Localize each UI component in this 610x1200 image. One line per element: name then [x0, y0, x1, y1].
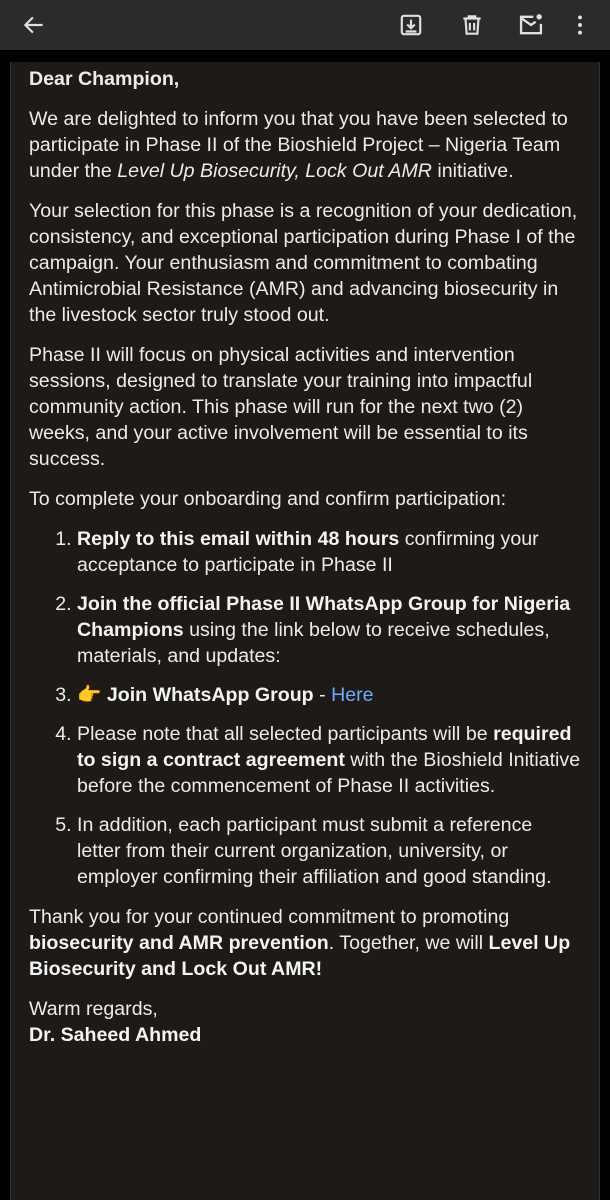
- email-body: [10, 62, 600, 1200]
- list-item: [77, 682, 581, 708]
- greeting: Dear Champion,: [29, 68, 180, 90]
- item4-bold: required to sign a contract agreement: [77, 723, 572, 771]
- thanks-text-a: Thank you for your continued commitment to promoting: [29, 906, 510, 928]
- list-item: [77, 526, 581, 578]
- paragraph-phase-two: Phase II will focus on physical activities and intervention sessions, designed to translate your training into impactful community action. This phase will run for the next two (2) weeks, and your active involvement will be essential to its success.: [29, 344, 533, 470]
- intro-text-a: We are delighted to inform you that you have been selected to participate in Phase II of the Bioshield Project – Nigeria Team under the: [29, 108, 568, 182]
- item3-separator: -: [313, 684, 332, 706]
- item3-bold: Join WhatsApp Group: [101, 684, 314, 706]
- signature: Dr. Saheed Ahmed: [29, 1024, 202, 1046]
- item1-text: confirming your acceptance to participate in Phase II: [77, 528, 539, 576]
- paragraph-selection: Your selection for this phase is a recognition of your dedication, consistency, and exceptional participation during Phase I of the campaign. Your enthusiasm and commitment to combating Antimicrobial Resistance (AMR) and advancing biosecurity in the livestock sector truly stood out.: [29, 200, 578, 326]
- trash-icon[interactable]: [456, 9, 488, 41]
- signature-line: [29, 1022, 581, 1048]
- pointing-hand-icon: 👉: [77, 684, 102, 706]
- paragraph-intro: [29, 106, 581, 184]
- initiative-name: Level Up Biosecurity, Lock Out AMR: [117, 160, 432, 182]
- paragraph-thanks: [29, 904, 581, 982]
- item4-text-a: Please note that all selected participants will be: [77, 723, 494, 745]
- whatsapp-group-link[interactable]: Here: [331, 684, 374, 706]
- item2-bold: Join the official Phase II WhatsApp Group for Nigeria Champions: [77, 593, 571, 641]
- thanks-text-b: . Together, we will: [328, 932, 489, 954]
- intro-text-b: initiative.: [431, 160, 514, 182]
- item4-text-b: with the Bioshield Initiative before the commencement of Phase II activities.: [77, 749, 581, 797]
- onboarding-steps-list: [29, 526, 581, 890]
- list-item: [77, 721, 581, 799]
- list-item: [77, 591, 581, 669]
- thanks-bold-2: Level Up Biosecurity and Lock Out AMR!: [29, 932, 571, 980]
- paragraph-onboarding: To complete your onboarding and confirm participation:: [29, 488, 507, 510]
- archive-download-icon[interactable]: [395, 9, 427, 41]
- item2-text: using the link below to receive schedules, materials, and updates:: [77, 619, 550, 667]
- top-app-bar: [0, 0, 610, 50]
- arrow-left-icon[interactable]: [18, 9, 50, 41]
- more-vertical-icon[interactable]: [564, 9, 596, 41]
- list-item: 5. In addition, each participant must submit a reference letter from their current organization, university, or employer confirming their affiliation and good standing.: [77, 812, 581, 890]
- thanks-bold-1: biosecurity and AMR prevention: [29, 932, 329, 954]
- mail-unread-icon[interactable]: [515, 9, 547, 41]
- item1-bold: Reply to this email within 48 hours: [77, 528, 400, 550]
- closing: Warm regards,: [29, 998, 158, 1020]
